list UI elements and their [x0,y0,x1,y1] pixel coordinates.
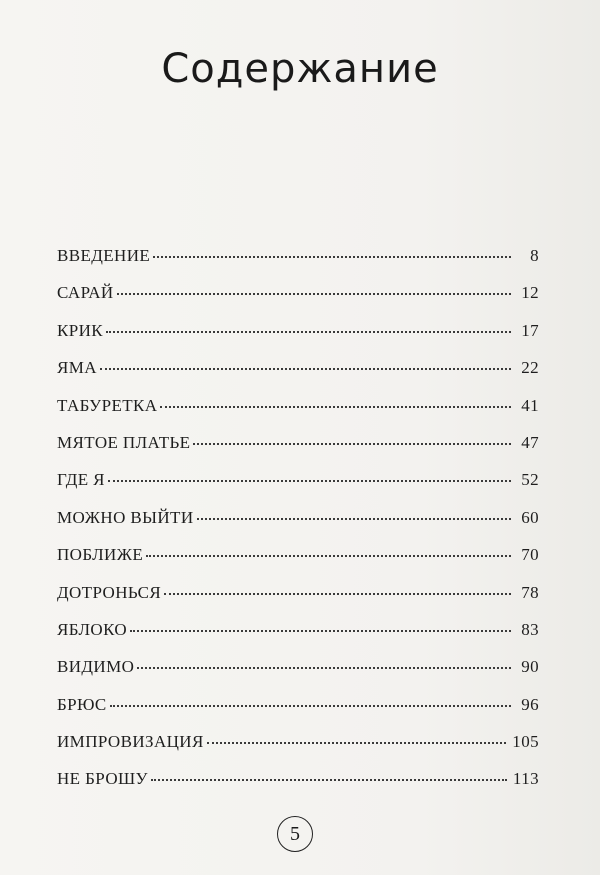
dot-leader [110,705,511,707]
toc-entry-page: 41 [521,395,539,415]
toc-entry-title: ДОТРОНЬСЯ [57,582,162,602]
toc-entry-page: 17 [521,320,539,340]
toc-entry[interactable] [57,657,539,694]
toc-entry[interactable] [57,433,539,470]
toc-entry-title: ВВЕДЕНИЕ [57,246,151,265]
toc-entry-title: МОЖНО ВЫЙТИ [57,507,194,527]
toc-entry-page: 47 [521,432,539,452]
toc-entry[interactable] [57,620,539,657]
toc-entry-title: НЕ БРОШУ [57,769,148,789]
toc-entry[interactable] [57,283,539,320]
dot-leader [160,406,511,408]
dot-leader [100,368,511,370]
toc-entry-title: ТАБУРЕТКА [57,395,158,415]
toc-entry-page: 105 [512,732,539,752]
toc-entry-page: 52 [521,470,539,490]
dot-leader [193,443,511,445]
table-of-contents [57,246,539,807]
dot-leader [153,256,511,258]
dot-leader [130,630,511,632]
dot-leader [106,331,511,333]
toc-entry-title: ВИДИМО [57,657,135,677]
toc-entry-page: 113 [512,769,539,789]
dot-leader [197,518,511,520]
page-title: Содержание [161,46,439,92]
page-number-badge: 5 [277,816,313,852]
toc-entry-title: ЯБЛОКО [57,619,128,639]
toc-entry[interactable] [57,545,539,582]
toc-entry[interactable] [57,583,539,620]
toc-entry-page: 78 [521,582,539,602]
toc-entry[interactable] [57,246,539,283]
toc-entry[interactable] [57,732,539,769]
toc-entry-title: МЯТОЕ ПЛАТЬЕ [57,432,191,452]
toc-entry-page: 83 [521,619,539,639]
toc-entry[interactable] [57,470,539,507]
toc-entry-page: 12 [521,283,539,303]
toc-entry[interactable] [57,321,539,358]
dot-leader [164,593,511,595]
dot-leader [117,293,511,295]
toc-entry-title: ПОБЛИЖЕ [57,545,144,565]
dot-leader [207,742,507,744]
toc-entry-page: 60 [521,507,539,527]
toc-entry-page: 90 [521,657,539,677]
toc-entry[interactable] [57,769,539,806]
toc-entry-title: ГДЕ Я [57,470,105,490]
dot-leader [151,779,507,781]
toc-entry-title: КРИК [57,320,104,340]
dot-leader [108,480,511,482]
toc-entry-title: БРЮС [57,694,107,714]
toc-entry[interactable] [57,508,539,545]
toc-entry-page: 70 [521,545,539,565]
toc-entry-title: ЯМА [57,358,97,378]
toc-entry-page: 96 [521,694,539,714]
dot-leader [137,667,511,669]
toc-entry[interactable] [57,358,539,395]
dot-leader [146,555,511,557]
toc-entry[interactable] [57,396,539,433]
toc-entry[interactable] [57,695,539,732]
toc-entry-page: 22 [521,358,539,378]
toc-entry-title: САРАЙ [57,283,114,303]
toc-entry-title: ИМПРОВИЗАЦИЯ [57,732,204,752]
toc-entry-page: 8 [530,246,539,265]
